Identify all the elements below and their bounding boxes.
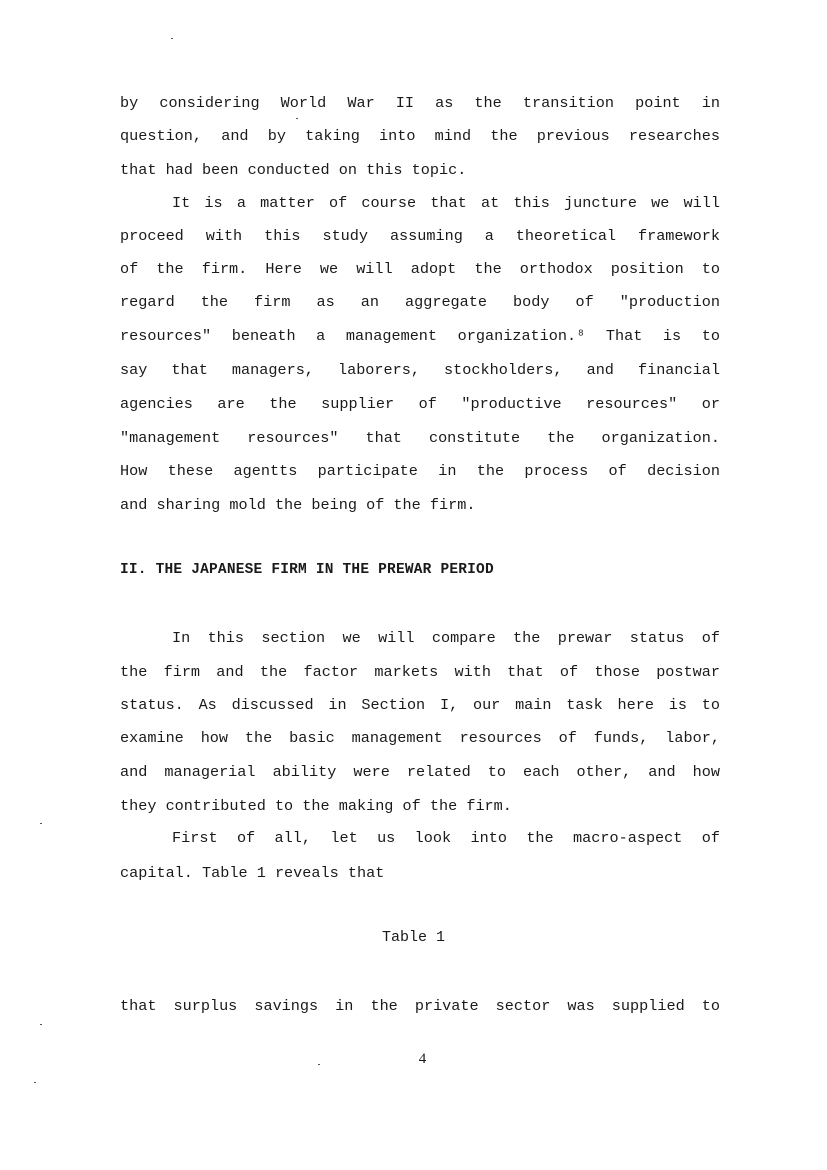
body-line: "management resources" that constitute the organization. bbox=[120, 429, 720, 447]
body-line: that had been conducted on this topic. bbox=[120, 161, 467, 179]
body-line: proceed with this study assuming a theoretical framework bbox=[120, 227, 720, 245]
scan-speck bbox=[40, 1024, 42, 1025]
body-line: First of all, let us look into the macro-aspect of bbox=[172, 829, 720, 847]
scan-speck bbox=[171, 38, 173, 39]
body-line: question, and by taking into mind the previous researches bbox=[120, 127, 720, 145]
scan-speck bbox=[34, 1082, 36, 1083]
body-line: and sharing mold the being of the firm. bbox=[120, 496, 476, 514]
scan-speck bbox=[318, 1064, 320, 1065]
body-line: and managerial ability were related to each other, and how bbox=[120, 763, 720, 781]
body-line: In this section we will compare the prewar status of bbox=[172, 629, 720, 647]
body-line: by considering World War II as the transition point in bbox=[120, 94, 720, 112]
body-line: resources" beneath a management organization.⁸ That is to bbox=[120, 327, 720, 345]
body-line: status. As discussed in Section I, our main task here is to bbox=[120, 696, 720, 714]
body-line: they contributed to the making of the firm. bbox=[120, 797, 512, 815]
body-line: regard the firm as an aggregate body of "production bbox=[120, 293, 720, 311]
body-line: capital. Table 1 reveals that bbox=[120, 864, 385, 882]
scan-speck bbox=[40, 823, 42, 824]
body-line: It is a matter of course that at this juncture we will bbox=[172, 194, 720, 212]
page-number: 4 bbox=[418, 1051, 427, 1067]
body-line: examine how the basic management resources of funds, labor, bbox=[120, 729, 720, 747]
body-line: say that managers, laborers, stockholders, and financial bbox=[120, 361, 720, 379]
body-line: How these agentts participate in the process of decision bbox=[120, 462, 720, 480]
body-line: the firm and the factor markets with that of those postwar bbox=[120, 663, 720, 681]
body-line: agencies are the supplier of "productive resources" or bbox=[120, 395, 720, 413]
table-caption: Table 1 bbox=[381, 929, 445, 946]
scan-speck bbox=[296, 118, 298, 119]
body-line: of the firm. Here we will adopt the orthodox position to bbox=[120, 260, 720, 278]
section-heading: II. THE JAPANESE FIRM IN THE PREWAR PERIOD bbox=[120, 562, 494, 578]
body-line: that surplus savings in the private sector was supplied to bbox=[120, 997, 720, 1015]
